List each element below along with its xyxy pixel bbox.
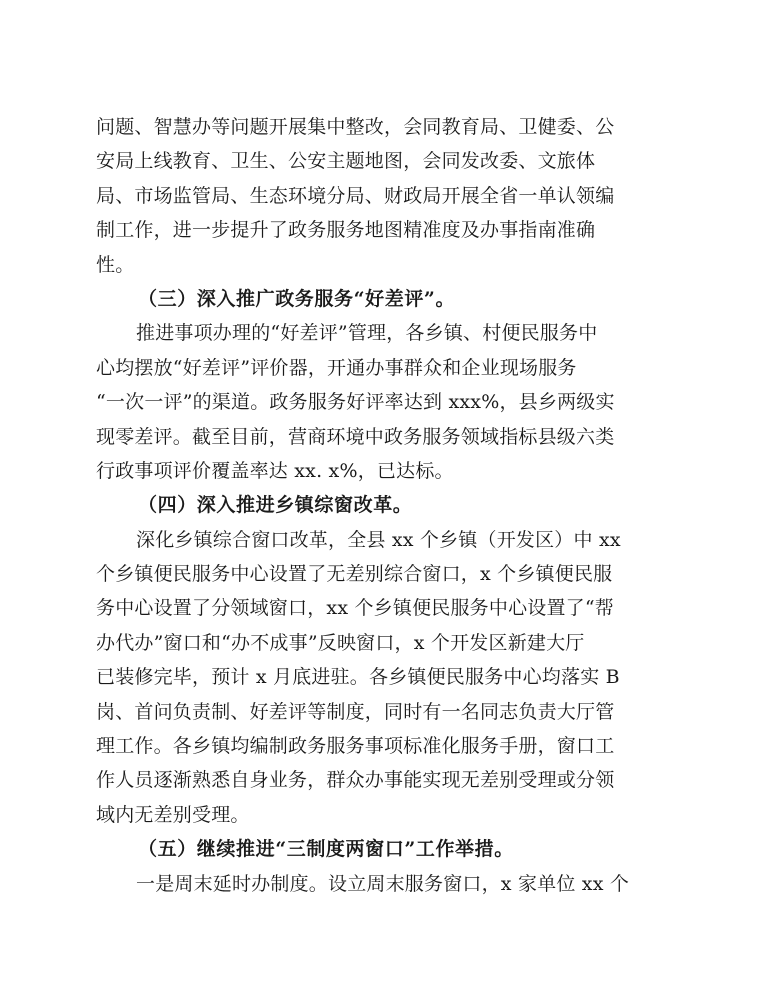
paragraph-line: 行政事项评价覆盖率达 xx. x%，已达标。: [96, 459, 454, 482]
paragraph-line: 一是周末延时办制度。设立周末服务窗口，x 家单位 xx 个: [136, 872, 630, 895]
paragraph-line: 深化乡镇综合窗口改革，全县 xx 个乡镇（开发区）中 xx: [136, 528, 621, 551]
section-heading-5: （五）继续推进“三制度两窗口”工作举措。: [138, 838, 514, 861]
section-heading-4: （四）深入推进乡镇综窗改革。: [138, 494, 413, 517]
paragraph-line: 安局上线教育、卫生、公安主题地图，会同发改委、文旅体: [96, 150, 596, 173]
paragraph-line: 心均摆放“好差评”评价器，开通办事群众和企业现场服务: [96, 356, 577, 379]
paragraph-line: 推进事项办理的“好差评”管理，各乡镇、村便民服务中: [136, 322, 598, 345]
paragraph-line: 现零差评。截至目前，营商环境中政务服务领域指标县级六类: [96, 425, 615, 448]
paragraph-line: 局、市场监管局、生态环境分局、财政局开展全省一单认领编: [96, 184, 615, 207]
paragraph-line: 制工作，进一步提升了政务服务地图精准度及办事指南准确: [96, 219, 596, 242]
paragraph-line: “一次一评”的渠道。政务服务好评率达到 xxx%，县乡两级实: [96, 391, 615, 414]
paragraph-line: 作人员逐渐熟悉自身业务，群众办事能实现无差别受理或分领: [96, 769, 615, 792]
paragraph-line: 理工作。各乡镇均编制政务服务事项标准化服务手册，窗口工: [96, 735, 615, 758]
paragraph-line: 性。: [96, 253, 135, 276]
paragraph-line: 岗、首问负责制、好差评等制度，同时有一名同志负责大厅管: [96, 700, 615, 723]
paragraph-line: 办代办”窗口和“办不成事”反映窗口，x 个开发区新建大厅: [96, 631, 585, 654]
paragraph-line: 个乡镇便民服务中心设置了无差别综合窗口，x 个乡镇便民服: [96, 563, 613, 586]
paragraph-line: 已装修完毕，预计 x 月底进驻。各乡镇便民服务中心均落实 B: [96, 666, 620, 689]
section-heading-3: （三）深入推广政务服务“好差评”。: [138, 287, 456, 310]
paragraph-line: 问题、智慧办等问题开展集中整改，会同教育局、卫健委、公: [96, 116, 615, 138]
paragraph-line: 域内无差别受理。: [96, 803, 250, 826]
paragraph-line: 务中心设置了分领域窗口，xx 个乡镇便民服务中心设置了“帮: [96, 597, 614, 620]
body-text: [96, 110, 671, 901]
